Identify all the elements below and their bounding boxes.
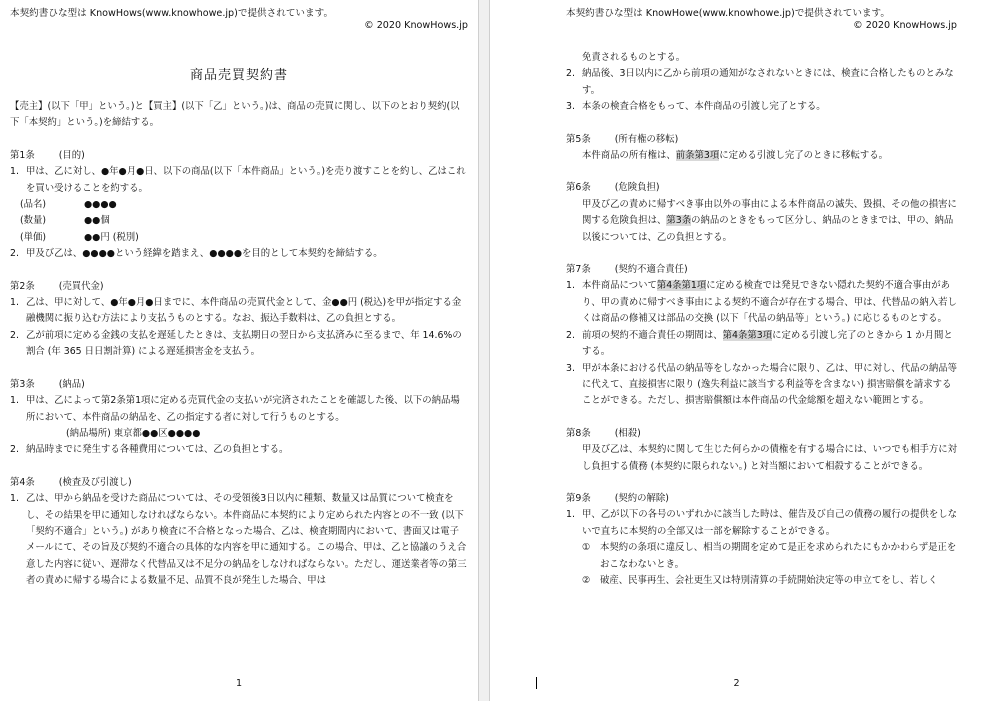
clause-number: 1. xyxy=(10,493,19,505)
clause xyxy=(566,278,957,327)
clause-text xyxy=(582,278,957,327)
preamble: 【売主】(以下「甲」という。)と【買主】(以下「乙」という。)は、商品の売買に関し、以下のとおり契約(以下「本契約」という。)を締結する。 xyxy=(10,101,460,129)
clause-text: 甲が本条における代品の納品等をしなかった場合に限り、乙は、甲に対し、代品の納品等に代えて、直接損害に限り (逸失利益に該当する利益等を含まない) 損害賠償を請求することができる。ただし、損害賠償額は本件商品の代金総額を超えない範囲とする。 xyxy=(582,362,958,407)
article-8-heading xyxy=(566,426,957,442)
article-number: 第3条 xyxy=(10,378,35,390)
text-run: 前項の契約不適合責任の期間は、 xyxy=(582,329,723,341)
article-number: 第6条 xyxy=(566,182,591,194)
article-number: 第9条 xyxy=(566,492,591,504)
clause-text: 甲及び乙は、●●●●という経緯を踏まえ、●●●●を目的として本契約を締結する。 xyxy=(26,248,383,260)
clause xyxy=(566,328,957,361)
article-title: (検査及び引渡し) xyxy=(58,476,132,488)
article-title: (売買代金) xyxy=(58,280,104,292)
article-9-heading xyxy=(566,491,957,507)
clause-text: 乙は、甲から納品を受けた商品については、その受領後3日以内に種類、数量又は品質について検査をし、その結果を甲に通知しなければならない。本件商品に本契約により定められた内容との不一致 (以下「契約不適合」という。) があり検査に不合格となった場合、乙は、検査期間内において、書面又は電子メールにて、その旨及び契約不適合の具体的な内容を甲に通知する。この場合、甲は、乙と協議のうえ合意した内容に従い、遅滞なく代替品又は不足分の納品をしなければならない。ただし、運送業者等の第三者の責めに帰する場合による数量不足、品質不良が発生した場合、甲は xyxy=(26,493,467,587)
document-page-2 xyxy=(490,0,983,701)
sub-clause xyxy=(566,573,957,589)
document-title: 商品売買契約書 xyxy=(189,68,288,83)
clause-number: 2. xyxy=(10,248,19,260)
clause xyxy=(566,99,957,115)
spec-row xyxy=(10,213,468,229)
clause xyxy=(10,246,468,262)
template-notice: 本契約書ひな型は KnowHows(www.knowhowe.jp)で提供されています。 xyxy=(10,8,334,19)
clause xyxy=(10,491,468,589)
clause xyxy=(10,295,468,328)
page-gap xyxy=(478,0,490,701)
sub-clause-text: 破産、民事再生、会社更生又は特別清算の手続開始決定等の申立てをし、若しく xyxy=(600,574,938,586)
clause-text: 甲は、乙に対し、●年●月●日、以下の商品(以下「本件商品」という。)を売り渡すことを約し、乙はこれを買い受けることを約する。 xyxy=(26,166,466,194)
article-number: 第2条 xyxy=(10,280,35,292)
cross-reference: 第4条第3項 xyxy=(722,329,773,341)
text-run: 甲及び乙の責めに帰すべき事由以外の事由による本件商品の滅失、毀損、その他の損害に関する危険負担は、 xyxy=(582,198,957,227)
delivery-place: (納品場所) 東京都●●区●●●● xyxy=(66,427,201,439)
clause-text: 納品後、3日以内に乙から前項の通知がなされないときには、検査に合格したものとみなす。 xyxy=(582,68,954,96)
article-3-heading xyxy=(10,377,468,393)
copyright: © 2020 KnowHows.jp xyxy=(364,20,468,31)
spec-value: ●●●● xyxy=(84,199,117,211)
cross-reference: 第3条 xyxy=(666,215,692,227)
clause-text: 乙は、甲に対して、●年●月●日までに、本件商品の売買代金として、金●●円 (税込)を甲が指定する金融機関に振り込む方法により支払うものとする。なお、振込手数料は、乙の負担とする。 xyxy=(26,297,462,325)
document-page-1 xyxy=(0,0,478,701)
spec-label: (品名) xyxy=(20,199,47,211)
clause-number: 1. xyxy=(10,395,19,407)
article-2-heading xyxy=(10,279,468,295)
clause-text: 納品時までに発生する各種費用については、乙の負担とする。 xyxy=(26,444,289,456)
article-7-heading xyxy=(566,262,957,278)
article-number: 第8条 xyxy=(566,427,591,439)
clause-number: 2. xyxy=(10,329,19,341)
clause-text: 乙が前項に定める金銭の支払を遅延したときは、支払期日の翌日から支払済みに至るまで、年 14.6%の割合 (年 365 日日割計算) による遅延損害金を支払う。 xyxy=(26,329,462,358)
sub-clause-text: 本契約の条項に違反し、相当の期間を定めて是正を求められたにもかかわらず是正をおこなわないとき。 xyxy=(600,542,957,570)
article-title: (目的) xyxy=(58,149,85,161)
text-run: 本件商品の所有権は、 xyxy=(582,150,676,162)
clause-number: 2. xyxy=(566,329,575,341)
clause xyxy=(10,328,468,361)
text-run: に定める引渡し完了のときから 1 か月間とする。 xyxy=(582,329,953,358)
text-run: に定める引渡し完了のときに移転する。 xyxy=(719,150,888,162)
article-text: 甲及び乙は、本契約に関して生じた何らかの債権を有する場合には、いつでも相手方に対し負担する債務 (本契約に限られない。) と対当額において相殺することができる。 xyxy=(582,444,958,472)
article-4-heading xyxy=(10,475,468,491)
clause xyxy=(566,66,957,99)
article-title: (所有権の移転) xyxy=(614,133,679,145)
cross-reference: 前条第3項 xyxy=(675,150,720,162)
spec-row xyxy=(10,197,468,213)
clause-number: 1. xyxy=(566,280,575,292)
clause-number: 1. xyxy=(10,297,19,309)
article-text xyxy=(566,148,957,164)
clause-number: 3. xyxy=(566,101,575,113)
spec-value: ●●個 xyxy=(84,215,110,227)
article-5-heading xyxy=(566,132,957,148)
clause xyxy=(566,361,957,410)
clause-text xyxy=(582,328,957,361)
article-number: 第7条 xyxy=(566,264,591,276)
clause-number: 1. xyxy=(10,166,19,178)
article-1-heading xyxy=(10,148,468,164)
clause-number: 2. xyxy=(566,68,575,80)
article-title: (相殺) xyxy=(614,427,641,439)
spec-label: (数量) xyxy=(20,215,47,227)
spec-value: ●●円 (税別) xyxy=(84,231,139,243)
article-title: (納品) xyxy=(58,378,85,390)
clause xyxy=(10,442,468,458)
article-title: (契約不適合責任) xyxy=(614,264,688,276)
spec-row xyxy=(10,230,468,246)
clause xyxy=(10,393,468,426)
clause xyxy=(566,507,957,540)
text-run: の納品のときをもって区分し、納品のときまでは、甲の、納品以後については、乙の負担とする。 xyxy=(582,215,954,243)
clause xyxy=(10,164,468,197)
clause-number: 2. xyxy=(10,444,19,456)
article-title: (危険負担) xyxy=(614,182,660,194)
sub-clause-number: ① xyxy=(582,542,591,554)
clause-text: 甲は、乙によって第2条第1項に定める売買代金の支払いが完済されたことを確認した後、以下の納品場所において、本件商品の納品を、乙の指定する者に対して行うものとする。 xyxy=(26,395,460,423)
article-title: (契約の解除) xyxy=(614,492,669,504)
clause-text: 甲、乙が以下の各号のいずれかに該当した時は、催告及び自己の債務の履行の提供をしないで直ちに本契約の全部又は一部を解除することができる。 xyxy=(582,509,958,537)
article-number: 第4条 xyxy=(10,476,35,488)
text-run: 本件商品について xyxy=(582,280,657,292)
text-run: に定める検査では発見できない隠れた契約不適合事由があり、甲の責めに帰すべき事由による契約不適合が存在する場合、甲は、代替品の納入若しくは商品の修補又は部品の交換 (以下「代品の納品等」という。) に応じるものとする。 xyxy=(582,280,957,325)
spec-label: (単価) xyxy=(20,231,47,243)
copyright: © 2020 KnowHows.jp xyxy=(853,20,957,31)
article-number: 第5条 xyxy=(566,133,591,145)
cross-reference: 第4条第1項 xyxy=(656,280,707,292)
sub-clause xyxy=(566,540,957,573)
article-text xyxy=(566,197,957,246)
template-notice: 本契約書ひな型は KnowHowe(www.knowhowe.jp)で提供されています。 xyxy=(566,8,890,19)
article-6-heading xyxy=(566,180,957,196)
page-number: 2 xyxy=(733,678,740,689)
sub-clause-number: ② xyxy=(582,574,591,586)
page-number: 1 xyxy=(235,678,243,689)
clause-number: 1. xyxy=(566,509,575,521)
clause-number: 3. xyxy=(566,362,575,374)
article-number: 第1条 xyxy=(10,149,35,161)
continued-text: 免責されるものとする。 xyxy=(582,52,686,63)
clause-text: 本条の検査合格をもって、本件商品の引渡し完了とする。 xyxy=(582,101,826,113)
